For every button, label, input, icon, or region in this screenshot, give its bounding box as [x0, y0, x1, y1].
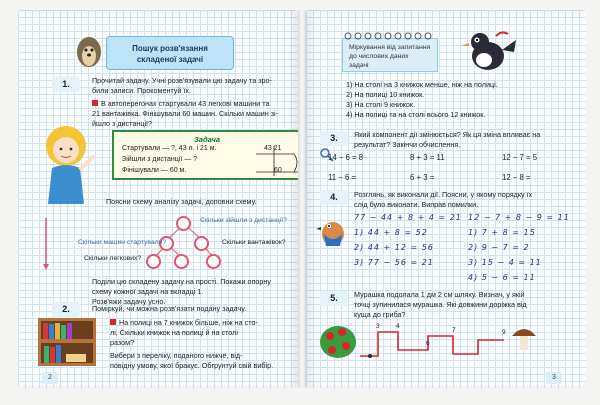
- note-line: Міркування від запитання: [349, 44, 431, 51]
- task-3-expression: 14 − 6 = 8: [328, 153, 364, 162]
- girl-illustration: [30, 120, 102, 204]
- task-4-intro: [354, 190, 584, 210]
- scheme-node: [146, 254, 161, 269]
- analysis-scheme: [42, 214, 294, 270]
- task-box-started-values: 43 21: [264, 145, 282, 152]
- book-spine: [298, 10, 306, 388]
- task-1-problem: [92, 99, 297, 129]
- red-square-icon: [92, 100, 98, 106]
- option-item: 4) На полиці та на столі всього 12 книжок.: [346, 110, 486, 119]
- task-box-row-started: Стартували — ?, 43 л. і 21 м.: [122, 145, 217, 152]
- task-4-number: 4.: [320, 190, 348, 205]
- scheme-label-question: Скільки зійшли з дистанції?: [200, 217, 287, 224]
- task-5-intro-line: куща до гриба?: [354, 310, 406, 319]
- task-1-intro: [92, 76, 292, 96]
- options-list: [346, 80, 581, 120]
- task-2-problem: [110, 318, 298, 348]
- task-3-expression: 12 − 8 =: [502, 173, 531, 182]
- handwritten-line: 1) 44 + 8 = 52: [354, 228, 428, 237]
- bookshelf-illustration: [36, 316, 98, 370]
- task-3-intro-line: Який компонент дії змінюється? Як ця зміна впливає на: [354, 130, 541, 139]
- handwritten-line: 4) 5 − 6 = 11: [468, 273, 536, 282]
- task-1-after-line: схему кожної задачі на вкладці 1.: [92, 287, 204, 296]
- page-number-left: 2: [42, 372, 58, 384]
- scheme-node: [194, 236, 209, 251]
- task-2-after: [110, 351, 298, 371]
- task-1-problem-line: йшло з дистанції?: [92, 119, 153, 128]
- task-3-intro: [354, 130, 584, 150]
- path-label: 3: [376, 323, 380, 330]
- task-3-number: 3.: [320, 131, 348, 146]
- task-1-problem-line: 21 вантажівка. Фінішували 60 машин. Скільки машин зі-: [92, 109, 279, 118]
- task-2-problem-line: На полиці на 7 книжок більше, ніж на сто-: [119, 318, 258, 327]
- reasoning-note: [342, 38, 438, 72]
- note-line: задачі: [349, 62, 369, 69]
- handwritten-line: 3) 15 − 4 = 11: [468, 258, 542, 267]
- task-box-bracket-diagram: [254, 142, 298, 178]
- left-page: [18, 10, 298, 388]
- task-2-intro: Поміркуй, чи можна розв'язати подану задачу.: [92, 304, 247, 313]
- task-box-row-dropped: Зійшли з дистанції — ?: [122, 156, 198, 163]
- handwritten-line: 2) 44 + 12 = 56: [354, 243, 434, 252]
- scheme-label-started: Скільки машин стартували?: [78, 239, 167, 246]
- task-2-after-line: Вибери з переліку, поданого нижче, від-: [110, 351, 243, 360]
- path-label: 4: [396, 323, 400, 330]
- task-1-intro-line: били записи. Прокоментуй їх.: [92, 86, 191, 95]
- magpie-illustration: [458, 26, 518, 78]
- task-box-finished-value: 60: [274, 167, 282, 174]
- task-3-expression: 8 + 3 = 11: [410, 153, 445, 162]
- option-item: 1) На столі на 3 книжок менше, ніж на полиці.: [346, 80, 498, 89]
- task-2-after-line: повідну умову, якої бракує. Обгрунтуй свій вибір.: [110, 361, 274, 370]
- scheme-node: [176, 216, 191, 231]
- task-box-row-finished: Фінішували — 60 м.: [122, 167, 187, 174]
- task-5-intro: [354, 290, 586, 320]
- ant-path-diagram: [358, 326, 508, 362]
- task-2-number: 2.: [52, 302, 80, 317]
- task-5-intro-line: точці зупинилася мурашка. Які довжини доріжка від: [354, 300, 527, 309]
- path-label: 6: [426, 340, 430, 347]
- task-3-intro-line: результат? Закінчи обчислення.: [354, 140, 461, 149]
- task-5-intro-line: Мурашка подолала 1 дм 2 см шляху. Визнач, у якій: [354, 290, 525, 299]
- right-page: [306, 10, 586, 388]
- task-1-intro-line: Прочитай задачу. Учні розв'язували цю задачу та зро-: [92, 76, 272, 85]
- scheme-node: [174, 254, 189, 269]
- handwritten-line: 3) 77 − 56 = 21: [354, 258, 434, 267]
- task-box-title: Задача: [193, 135, 221, 144]
- task-3-expression: 12 − 7 = 5: [502, 153, 538, 162]
- task-summary-box: [112, 130, 298, 180]
- hedgehog-illustration: [74, 28, 104, 70]
- task-4-intro-line: слід було виконати. Виправ помилки.: [354, 200, 479, 209]
- task-1-problem-line: В автоперегонах стартували 43 легкові машини та: [101, 99, 270, 108]
- section-title-line-2: складеної задачі: [136, 55, 204, 64]
- task-1-after: [92, 277, 297, 307]
- task-1-explain: Поясни схему аналізу задачі, доповни схему.: [106, 197, 257, 206]
- option-item: 2) На полиці 10 книжок.: [346, 90, 425, 99]
- spiral-binding-icon: [342, 30, 438, 40]
- task-1-number: 1.: [52, 77, 80, 92]
- mushroom-illustration: [510, 322, 538, 354]
- red-square-icon: [110, 319, 116, 325]
- task-2-problem-line: лі. Скільки книжок на полиці й на столі: [110, 328, 238, 337]
- handwritten-line: 77 − 44 + 8 + 4 = 21: [354, 213, 462, 222]
- path-label: 7: [452, 327, 456, 334]
- section-title-line-1: Пошук розв'язання: [132, 44, 208, 53]
- scheme-label-cars: Скільки легкових?: [84, 255, 142, 262]
- task-1-after-line: Розв'яжи задачу усно.: [92, 297, 166, 306]
- task-1-after-line: Поділи цю складену задачу на прості. Покажи опорну: [92, 277, 271, 286]
- task-3-expression: 6 + 3 =: [410, 173, 435, 182]
- page-number-right: 3: [546, 372, 562, 384]
- jay-bird-illustration: [316, 212, 350, 252]
- scheme-label-trucks: Скільки вантажівок?: [222, 239, 286, 246]
- section-title: [106, 36, 234, 70]
- handwritten-line: 12 − 7 + 8 − 9 = 11: [468, 213, 570, 222]
- handwritten-line: 2) 9 − 7 = 2: [468, 243, 530, 252]
- task-4-intro-line: Розглянь, як виконали дії. Поясни, у якому порядку їх: [354, 190, 533, 199]
- task-2-problem-line: разом?: [110, 338, 135, 347]
- task-5-number: 5.: [320, 291, 348, 306]
- strawberry-bush-illustration: [318, 320, 358, 360]
- option-item: 3) На столі 9 книжок.: [346, 100, 416, 109]
- note-line: до числових даних: [349, 53, 409, 60]
- scheme-node: [206, 254, 221, 269]
- task-3-expression: 11 − 6 =: [328, 173, 357, 182]
- path-label: 9: [502, 329, 506, 336]
- handwritten-line: 1) 7 + 8 = 15: [468, 228, 536, 237]
